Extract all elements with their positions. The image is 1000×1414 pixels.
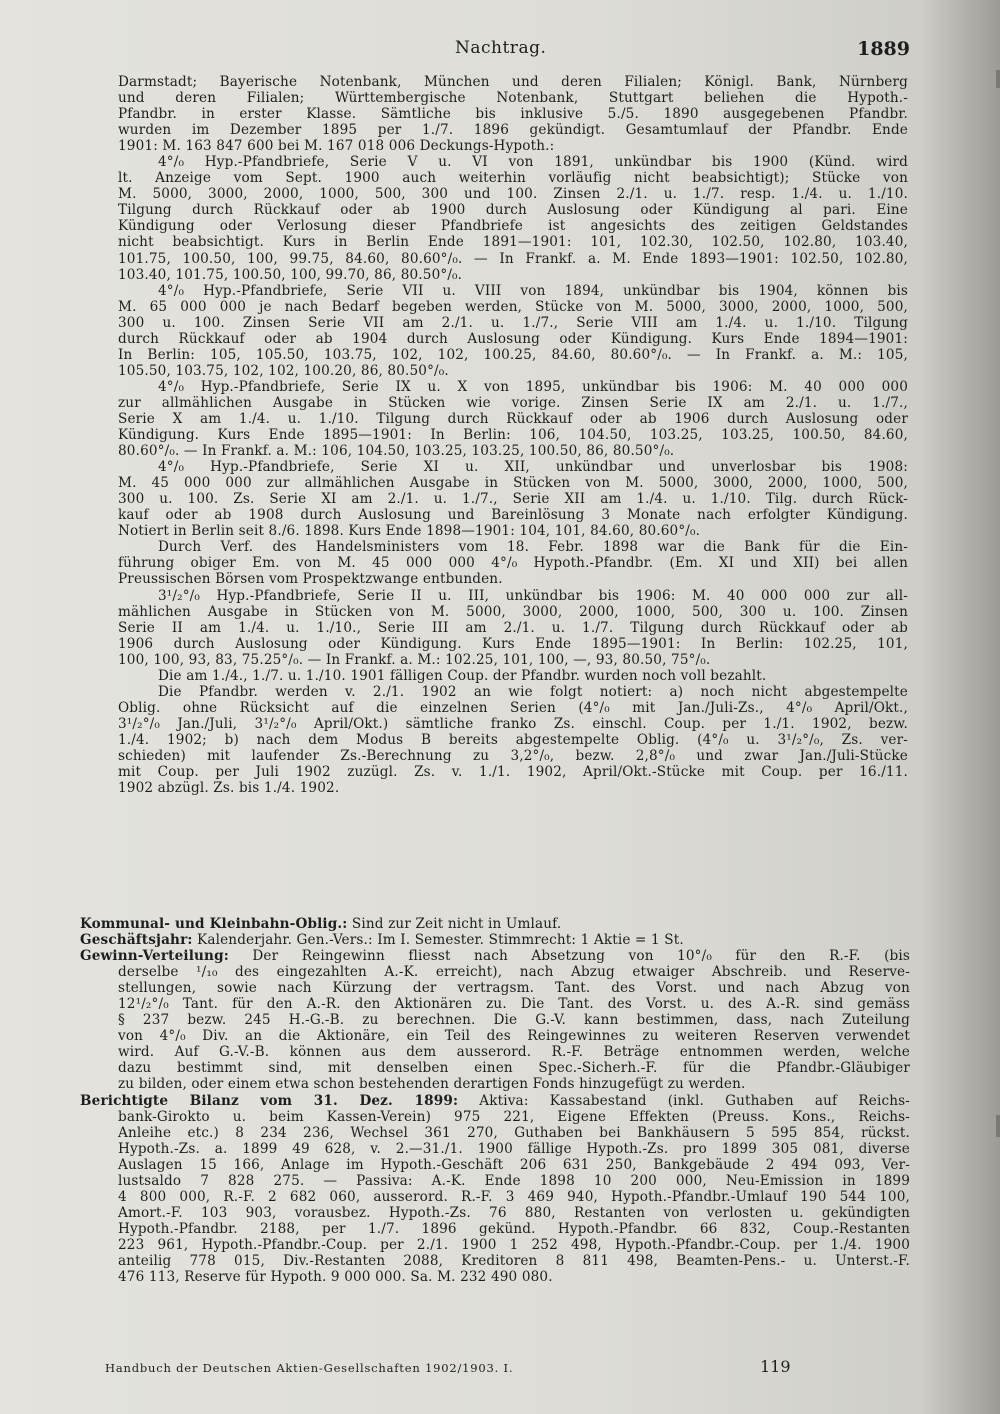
text-line: Hypoth.-Zs. a. 1899 49 628, v. 2.—31./1. 1900 fällige Hypoth.-Zs. pro 1899 305 081, diverse bbox=[118, 1140, 910, 1157]
text-line: 1902 abzügl. Zs. bis 1./4. 1902. bbox=[118, 780, 340, 797]
text-line: 223 961, Hypoth.-Pfandbr.-Coup. per 2./1. 1900 1 252 498, Hypoth.-Pfandbr.-Coup. per 1./4. 1900 bbox=[118, 1236, 910, 1253]
text-line: 103.40, 101.75, 100.50, 100, 99.70, 86, 80.50°/₀. bbox=[118, 266, 463, 283]
section-heading: Gewinn-Verteilung: bbox=[80, 948, 229, 965]
paragraph bbox=[118, 459, 908, 539]
text-line: Darmstadt; Bayerische Notenbank, München und deren Filialen; Königl. Bank, Nürnberg bbox=[118, 74, 908, 90]
text-line: § 237 bezw. 245 H.-G.-B. zu berechnen. Die G.-V. kann bestimmen, dass, nach Zuteilung bbox=[118, 1012, 910, 1029]
paragraph bbox=[118, 588, 908, 668]
text-line: schieden) mit laufender Zs.-Berechnung zu 3,2°/₀, bezw. 2,8°/₀ und zwar Jan./Juli-Stücke bbox=[118, 747, 908, 764]
text-line: 1./4. 1902; b) nach dem Modus B bereits abgestempelte Oblig. (4°/₀ u. 3¹/₂°/₀, Zs. ver- bbox=[118, 731, 908, 748]
text-line: 100, 100, 93, 83, 75.25°/₀. — In Frankf. a. M.: 102.25, 101, 100, —, 93, 80.50, 75°/₀. bbox=[118, 651, 711, 668]
paragraph bbox=[118, 154, 908, 282]
text-line: Anleihe etc.) 8 234 236, Wechsel 361 270, Guthaben bei Bankhäusern 5 595 854, rückst. bbox=[118, 1124, 910, 1141]
text-line: Serie X am 1./4. u. 1./10. Tilgung durch Rückkauf oder ab 1906 durch Auslosung oder bbox=[118, 410, 908, 427]
section-heading: Berichtigte Bilanz vom 31. Dez. 1899: bbox=[80, 1092, 459, 1109]
text-line: stellungen, sowie nach Kürzung der vertragsm. Tant. des Vorst. und nach Abzug von bbox=[118, 980, 910, 997]
text-line: 1901: M. 163 847 600 bei M. 167 018 006 Deckungs-Hypoth.: bbox=[118, 138, 555, 155]
text-line: Preussischen Börsen vom Prospektzwange entbunden. bbox=[118, 571, 503, 588]
source-line: Handbuch der Deutschen Aktien-Gesellschaften 1902/1903. I. bbox=[105, 1361, 514, 1375]
text-line: mählichen Ausgabe in Stücken von M. 5000, 3000, 2000, 1000, 500, 300 u. 100. Zinsen bbox=[118, 603, 908, 620]
text-line: 300 u. 100. Zinsen Serie VII am 2./1. u. 1./7., Serie VIII am 1./4. u. 1./10. Tilgung bbox=[118, 314, 908, 331]
text-line: durch Rückkauf oder ab 1904 durch Auslosung oder Kündigung. Kurs Ende 1894—1901: bbox=[118, 330, 908, 347]
section-text: Aktiva: Kassabestand (inkl. Guthaben auf Reichs- bbox=[458, 1092, 910, 1109]
text-line: und deren Filialen; Württembergische Notenbank, Stuttgart beliehen die Hypoth.- bbox=[118, 90, 908, 107]
paragraph bbox=[118, 74, 908, 154]
section bbox=[80, 932, 910, 948]
text-line: 12¹/₂°/₀ Tant. für den A.-R. den Aktionären zu. Die Tant. des Vorst. u. des A.-R. sind gemäss bbox=[118, 996, 910, 1013]
text-line: nicht beabsichtigt. Kurs in Berlin Ende 1891—1901: 101, 102.30, 102.50, 102.80, 103.40, bbox=[118, 234, 908, 251]
folio-number: 119 bbox=[760, 1357, 791, 1376]
text-line: zu bilden, oder einem etwa schon bestehenden derartigen Fonds hinzugefügt zu werden. bbox=[118, 1076, 746, 1093]
paragraph bbox=[118, 283, 908, 379]
section-text: Sind zur Zeit nicht in Umlauf. bbox=[347, 916, 562, 932]
text-line: wurden im Dezember 1895 per 1./7. 1896 gekündigt. Gesamtumlauf der Pfandbr. Ende bbox=[118, 122, 908, 139]
text-line: zur allmählichen Ausgabe in Stücken wie vorige. Zinsen Serie IX am 2./1. u. 1./7., bbox=[118, 394, 908, 411]
text-line: 300 u. 100. Zs. Serie XI am 2./1. u. 1./7., Serie XII am 1./4. u. 1./10. Tilg. durch Rück- bbox=[118, 491, 908, 508]
text-line: 3¹/₂°/₀ Jan./Juli, 3¹/₂°/₀ April/Okt.) sämtliche franko Zs. einschl. Coup. per 1./1. 1902, bezw. bbox=[118, 715, 908, 732]
page-edge-shadow bbox=[996, 70, 1000, 88]
text-line: In Berlin: 105, 105.50, 103.75, 102, 102, 100.25, 84.60, 80.60°/₀. — In Frankf. a. M.: 105, bbox=[118, 346, 908, 363]
text-line: anteilig 778 015, Div.-Restanten 2088, Kreditoren 8 811 498, Beamten-Pens.- u. Unterst.-F. bbox=[118, 1252, 910, 1269]
text-line: Kündigung. Kurs Ende 1895—1901: In Berlin: 106, 104.50, 103.25, 103.25, 100.50, 84.60, bbox=[118, 427, 908, 444]
section-text: Kalenderjahr. Gen.-Vers.: Im I. Semester. Stimmrecht: 1 Aktie = 1 St. bbox=[192, 932, 684, 949]
text-line: kauf oder ab 1908 durch Auslosung und Bareinlösung 3 Monate nach erfolgter Kündigung. bbox=[118, 507, 908, 524]
text-line: 476 113, Reserve für Hypoth. 9 000 000. Sa. M. 232 490 080. bbox=[118, 1269, 553, 1286]
text-line: lustsaldo 7 828 275. — Passiva: A.-K. Ende 1898 10 200 000, Neu-Emission in 1899 bbox=[118, 1172, 910, 1189]
text-line: 4°/₀ Hyp.-Pfandbriefe, Serie V u. VI von 1891, unkündbar bis 1900 (Künd. wird bbox=[158, 154, 908, 171]
section-text: Der Reingewinn fliesst nach Absetzung von 10°/₀ für den R.-F. (bis bbox=[228, 948, 910, 965]
text-line: Die Pfandbr. werden v. 2./1. 1902 an wie folgt notiert: a) noch nicht abgestempelte bbox=[158, 683, 908, 700]
text-line: Amort.-F. 103 903, vorausbez. Hypoth.-Zs. 76 880, Restanten von verlosten u. gekündigten bbox=[118, 1204, 910, 1221]
text-line: 4 800 000, R.-F. 2 682 060, ausserord. R.-F. 3 469 940, Hypoth.-Pfandbr.-Umlauf 190 544 100, bbox=[118, 1188, 910, 1205]
text-line: derselbe ¹/₁₀ des eingezahlten A.-K. erreicht), nach Abzug etwaiger Abschreib. und Reserve- bbox=[118, 964, 910, 981]
text-line: von 4°/₀ Div. an die Aktionäre, ein Teil des Reingewinnes zu weiteren Reserven verwendet bbox=[118, 1028, 910, 1045]
text-line: 80.60°/₀. — In Frankf. a. M.: 106, 104.50, 103.25, 103.25, 100.50, 86, 80.50°/₀. bbox=[118, 443, 675, 460]
page-number: 1889 bbox=[857, 38, 910, 60]
text-line: Kündigung oder Verlosung dieser Pfandbriefe ist angesichts des zeitigen Geldstandes bbox=[118, 218, 908, 235]
paragraph bbox=[118, 668, 908, 684]
section bbox=[80, 948, 910, 1092]
text-line bbox=[80, 1093, 910, 1109]
main-text bbox=[118, 74, 908, 796]
text-line: 1906 durch Auslosung oder Kündigung. Kurs Ende 1895—1901: In Berlin: 102.25, 101, bbox=[118, 635, 908, 652]
sections-text bbox=[80, 916, 910, 1285]
text-line: bank-Girokto u. beim Kassen-Verein) 975 221, Eigene Effekten (Preuss. Kons., Reichs- bbox=[118, 1108, 910, 1125]
text-line: Hypoth.-Pfandbr. 2188, per 1./7. 1896 gekünd. Hypoth.-Pfandbr. 66 832, Coup.-Restanten bbox=[118, 1220, 910, 1237]
text-line: M. 65 000 000 je nach Bedarf begeben werden, Stücke von M. 5000, 3000, 2000, 1000, 500, bbox=[118, 298, 908, 315]
text-line: dazu bestimmt sind, mit denselben einen Spec.-Sicherh.-F. für die Pfandbr.-Gläubiger bbox=[118, 1060, 910, 1077]
text-line: Tilgung durch Rückkauf oder ab 1900 durch Auslosung oder Kündigung al pari. Eine bbox=[118, 202, 908, 219]
text-line: Serie II am 1./4. u. 1./10., Serie III am 2./1. u. 1./7. Tilgung durch Rückkauf oder ab bbox=[118, 619, 908, 636]
text-line: Die am 1./4., 1./7. u. 1./10. 1901 fälligen Coup. der Pfandbr. wurden noch voll bezahlt. bbox=[158, 667, 767, 684]
text-line bbox=[80, 932, 910, 948]
section-heading: Geschäftsjahr: bbox=[80, 932, 193, 949]
page-header bbox=[120, 38, 910, 64]
text-line: Auslagen 15 166, Anlage im Hypoth.-Geschäft 206 631 250, Bankgebäude 2 494 093, Ver- bbox=[118, 1156, 910, 1173]
text-line: führung obiger Em. von M. 45 000 000 4°/₀ Hypoth.-Pfandbr. (Em. XI und XII) bei allen bbox=[118, 555, 908, 572]
paragraph bbox=[118, 379, 908, 459]
text-line bbox=[80, 916, 910, 932]
text-line: Pfandbr. in erster Klasse. Sämtliche bis inklusive 5./5. 1890 ausgegebenen Pfandbr. bbox=[118, 106, 908, 123]
text-line: wird. Auf G.-V.-B. können aus dem ausserord. R.-F. Beträge entnommen werden, welche bbox=[118, 1044, 910, 1061]
paragraph bbox=[118, 539, 908, 587]
text-line: M. 45 000 000 zur allmählichen Ausgabe in Stücken von M. 5000, 3000, 2000, 1000, 500, bbox=[118, 475, 908, 492]
text-line: 4°/₀ Hyp.-Pfandbriefe, Serie VII u. VIII von 1894, unkündbar bis 1904, können bis bbox=[158, 282, 908, 299]
text-line: lt. Anzeige vom Sept. 1900 auch weiterhin vorläufig nicht beabsichtigt); Stücke von bbox=[118, 170, 908, 187]
text-line: M. 5000, 3000, 2000, 1000, 500, 300 und 100. Zinsen 2./1. u. 1./7. resp. 1./4. u. 1./10. bbox=[118, 186, 908, 203]
text-line: Durch Verf. des Handelsministers vom 18. Febr. 1898 war die Bank für die Ein- bbox=[158, 539, 908, 556]
text-line: Oblig. ohne Rücksicht auf die einzelnen Serien (4°/₀ mit Jan./Juli-Zs., 4°/₀ April/Okt., bbox=[118, 699, 908, 716]
text-line: 4°/₀ Hyp.-Pfandbriefe, Serie IX u. X von 1895, unkündbar bis 1906: M. 40 000 000 bbox=[158, 378, 908, 395]
text-line: 4°/₀ Hyp.-Pfandbriefe, Serie XI u. XII, unkündbar und unverlosbar bis 1908: bbox=[158, 459, 908, 476]
page-footer bbox=[105, 1357, 805, 1381]
section-heading: Kommunal- und Kleinbahn-Oblig.: bbox=[80, 916, 348, 932]
text-line bbox=[80, 948, 910, 964]
section bbox=[80, 1093, 910, 1286]
text-line: mit Coup. per Juli 1902 zuzügl. Zs. v. 1./1. 1902, April/Okt.-Stücke mit Coup. per 16./11. bbox=[118, 764, 908, 781]
text-line: Notiert in Berlin seit 8./6. 1898. Kurs Ende 1898—1901: 104, 101, 84.60, 80.60°/₀. bbox=[118, 523, 701, 540]
section bbox=[80, 916, 910, 932]
page-edge-shadow bbox=[996, 1115, 1000, 1137]
paragraph bbox=[118, 684, 908, 796]
text-line: 3¹/₂°/₀ Hyp.-Pfandbriefe, Serie II u. III, unkündbar bis 1906: M. 40 000 000 zur all- bbox=[158, 587, 908, 604]
running-title: Nachtrag. bbox=[455, 38, 547, 58]
text-line: 101.75, 100.50, 100, 99.75, 84.60, 80.60°/₀. — In Frankf. a. M. Ende 1893—1901: 102.50, 102.80, bbox=[118, 250, 908, 267]
text-line: 105.50, 103.75, 102, 102, 100.20, 86, 80.50°/₀. bbox=[118, 362, 449, 379]
